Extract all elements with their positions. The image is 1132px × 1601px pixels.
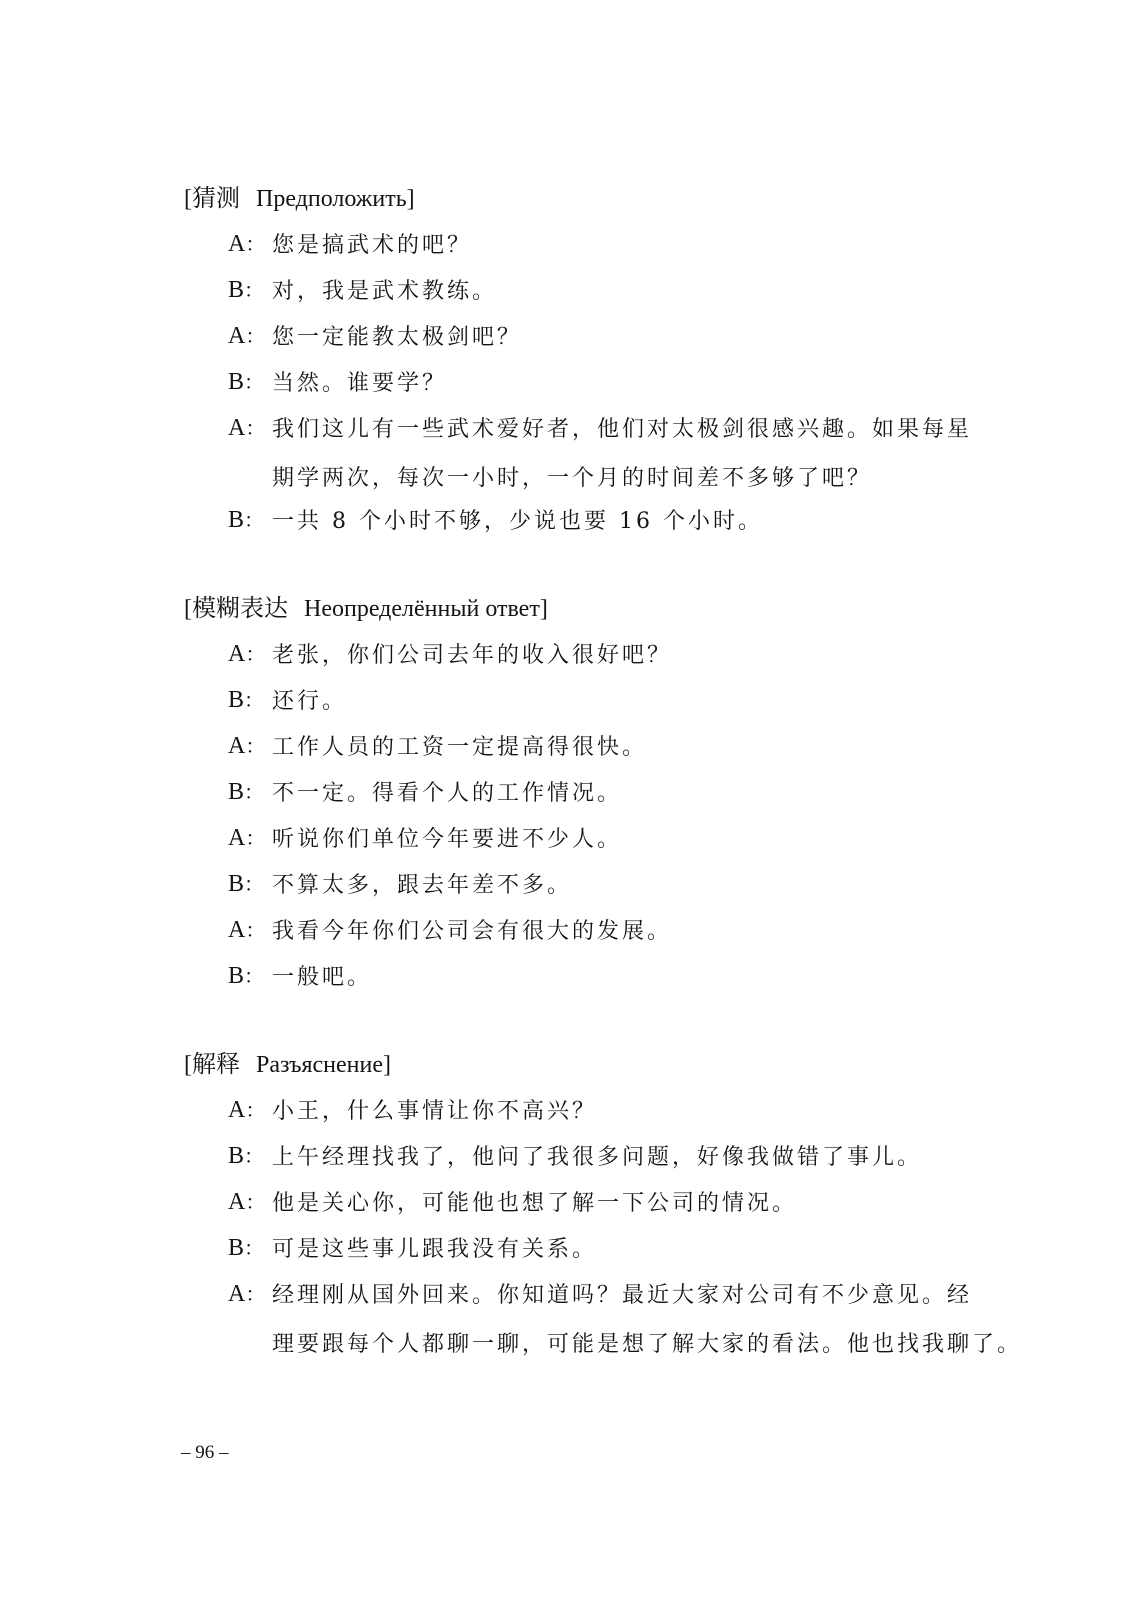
line-text: 上午经理找我了，他问了我很多问题，好像我做错了事儿。 (272, 1145, 923, 1170)
line-text: 您是搞武术的吧？ (272, 233, 473, 258)
speaker-label: A ： (228, 1094, 265, 1124)
dialogue-line (228, 684, 347, 715)
speaker-label: B ： (228, 1140, 264, 1170)
dialogue-line (228, 730, 647, 761)
speaker-label: B ： (228, 960, 264, 990)
heading-zh: 模糊表达 (192, 596, 288, 622)
dialogue-line (228, 1186, 797, 1217)
dialogue-line (228, 1140, 922, 1171)
dialogue-line (228, 274, 497, 305)
dialogue-section-explain (184, 1050, 1044, 1357)
dialogue-line (228, 1278, 1022, 1358)
line-text: 一般吧。 (272, 965, 373, 990)
line-text: 不算太多，跟去年差不多。 (272, 873, 573, 898)
speaker-label: B ： (228, 868, 264, 898)
line-text: 小王，什么事情让你不高兴？ (272, 1099, 598, 1124)
section-heading: [模糊表达 Неопределённый ответ] (184, 596, 548, 622)
line-text: 您一定能教太极剑吧？ (272, 325, 523, 350)
speaker-label: A ： (228, 822, 265, 852)
line-text: 我们这儿有一些武术爱好者，他们对太极剑很感兴趣。如果每星 (272, 417, 973, 442)
dialogue-line (228, 320, 522, 351)
line-text: 我看今年你们公司会有很大的发展。 (272, 919, 673, 944)
speaker-label: B ： (228, 504, 264, 534)
dialogue-line (228, 868, 572, 899)
dialogue-section-guess (184, 184, 1044, 534)
dialogue-line (228, 776, 622, 807)
section-heading: [解释 Разъяснение] (184, 1052, 392, 1078)
line-text: 他是关心你，可能他也想了解一下公司的情况。 (272, 1191, 798, 1216)
dialogue-line (228, 412, 972, 492)
speaker-label: B ： (228, 274, 264, 304)
speaker-label: B ： (228, 366, 264, 396)
line-text: 听说你们单位今年要进不少人。 (272, 827, 623, 852)
line-text-continued: 期学两次，每次一小时，一个月的时间差不多够了吧？ (272, 466, 873, 491)
heading-ru: Разъяснение (256, 1052, 384, 1078)
speaker-label: A ： (228, 638, 265, 668)
speaker-label: B ： (228, 776, 264, 806)
line-text: 一共 8 个小时不够，少说也要 16 个小时。 (272, 509, 763, 534)
dialogue-section-vague (184, 594, 1044, 990)
line-text: 可是这些事儿跟我没有关系。 (272, 1237, 598, 1262)
dialogue-line (228, 228, 472, 259)
heading-ru: Неопределённый ответ (304, 596, 540, 622)
line-text: 还行。 (272, 689, 348, 714)
dialogue-line (228, 914, 672, 945)
line-text: 当然。谁要学？ (272, 371, 448, 396)
line-text: 工作人员的工资一定提高得很快。 (272, 735, 648, 760)
speaker-label: A ： (228, 228, 265, 258)
heading-zh: 猜测 (192, 186, 240, 212)
dialogue-line (228, 822, 622, 853)
speaker-label: A ： (228, 1278, 265, 1308)
line-text: 经理刚从国外回来。你知道吗？最近大家对公司有不少意见。经 (272, 1283, 973, 1308)
section-heading: [猜测 Предположить] (184, 186, 415, 212)
line-text: 老张，你们公司去年的收入很好吧？ (272, 643, 673, 668)
heading-ru: Предположить (256, 186, 407, 212)
page-number: – 96 – (181, 1442, 229, 1463)
line-text-continued: 理要跟每个人都聊一聊，可能是想了解大家的看法。他也找我聊了。 (272, 1332, 1023, 1357)
dialogue-line (228, 960, 372, 991)
dialogue-line (228, 504, 763, 535)
dialogue-line (228, 1094, 597, 1125)
speaker-label: A ： (228, 1186, 265, 1216)
speaker-label: A ： (228, 914, 265, 944)
dialogue-line (228, 638, 672, 669)
speaker-label: A ： (228, 320, 265, 350)
dialogue-line (228, 1232, 597, 1263)
line-text: 不一定。得看个人的工作情况。 (272, 781, 623, 806)
speaker-label: B ： (228, 1232, 264, 1262)
dialogue-line (228, 366, 447, 397)
speaker-label: A ： (228, 730, 265, 760)
line-text: 对，我是武术教练。 (272, 279, 498, 304)
heading-zh: 解释 (192, 1052, 240, 1078)
speaker-label: A ： (228, 412, 265, 442)
speaker-label: B ： (228, 684, 264, 714)
